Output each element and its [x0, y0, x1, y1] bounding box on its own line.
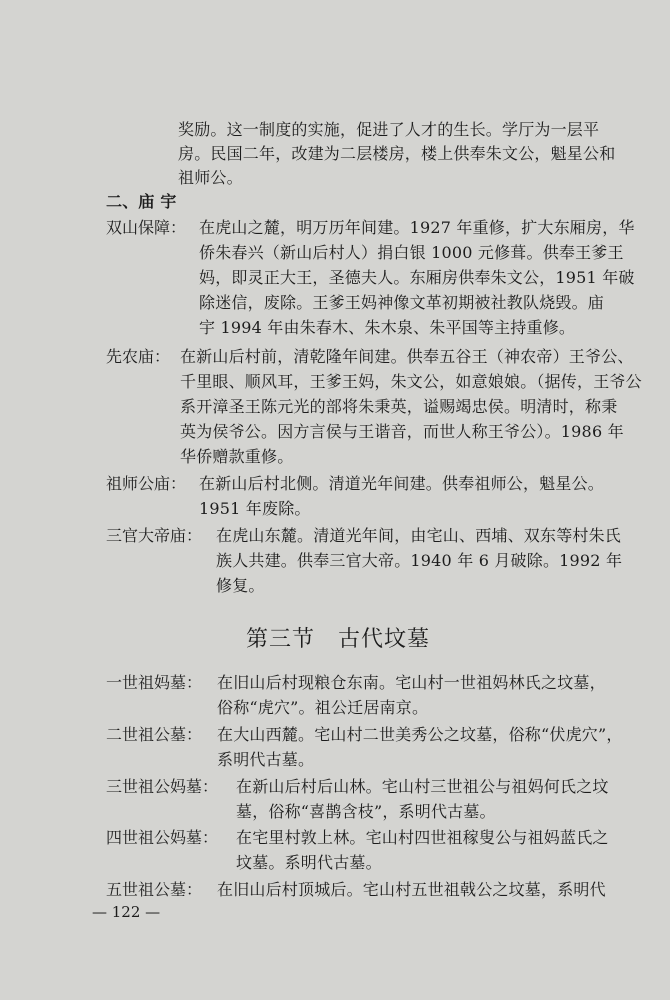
entry-label: 三官大帝庙： — [106, 526, 203, 545]
entry-label: 四世祖公妈墓： — [106, 828, 219, 847]
entry-line: 在新山后村后山林。宅山村三世祖公与祖妈何氏之坟 — [236, 777, 609, 796]
entry-line: 在虎山之麓，明万历年间建。1927 年重修，扩大东厢房，华 — [199, 218, 635, 237]
entry-line: 宇 1994 年由朱春木、朱木泉、朱平国等主持重修。 — [199, 318, 576, 337]
entry-line: 妈，即灵正大王，圣德夫人。东厢房供奉朱文公，1951 年破 — [199, 268, 635, 287]
entry-line: 在宅里村敦上林。宅山村四世祖稼叟公与祖妈蓝氏之 — [236, 828, 609, 847]
intro-line: 祖师公。 — [178, 168, 243, 187]
entry-line: 在旧山后村顶城后。宅山村五世祖戟公之坟墓，系明代 — [217, 880, 606, 899]
entry-line: 英为侯爷公。因方言侯与王谐音，而世人称王爷公）。1986 年 — [180, 422, 624, 441]
entry-label: 祖师公庙： — [106, 474, 187, 493]
entry-label: 五世祖公墓： — [106, 880, 203, 899]
entry-line: 俗称“虎穴”。祖公迁居南京。 — [217, 698, 429, 717]
entry-label: 先农庙： — [106, 347, 171, 366]
page-number: — 122 — — [92, 903, 161, 921]
entry-line: 修复。 — [216, 576, 265, 595]
intro-line: 房。民国二年，改建为二层楼房，楼上供奉朱文公，魁星公和 — [178, 144, 616, 163]
entry-label: 二世祖公墓： — [106, 725, 203, 744]
entry-line: 1951 年废除。 — [199, 499, 311, 518]
entry-line: 在虎山东麓。清道光年间，由宅山、西埔、双东等村朱氏 — [216, 526, 622, 545]
entry-line: 在旧山后村现粮仓东南。宅山村一世祖妈林氏之坟墓， — [217, 673, 606, 692]
entry-line: 千里眼、顺风耳，王爹王妈，朱文公，如意娘娘。（据传，王爷公 — [180, 372, 642, 391]
entry-label: 一世祖妈墓： — [106, 673, 203, 692]
entry-line: 在新山后村前，清乾隆年间建。供奉五谷王（神农帝）王爷公、 — [180, 347, 634, 366]
entry-line: 坟墓。系明代古墓。 — [236, 853, 382, 872]
entry-label: 双山保障： — [106, 218, 187, 237]
entry-line: 在大山西麓。宅山村二世美秀公之坟墓，俗称“伏虎穴”， — [217, 725, 623, 744]
entry-line: 族人共建。供奉三官大帝。1940 年 6 月破除。1992 年 — [216, 551, 623, 570]
intro-line: 奖励。这一制度的实施，促进了人才的生长。学厅为一层平 — [178, 120, 600, 139]
entry-line: 墓，俗称“喜鹊含枝”，系明代古墓。 — [236, 802, 496, 821]
entry-line: 侨朱春兴（新山后村人）捐白银 1000 元修葺。供奉王爹王 — [199, 243, 624, 262]
section-heading-temples: 二、庙 宇 — [106, 192, 177, 211]
entry-line: 除迷信，废除。王爹王妈神像文革初期被社教队烧毁。庙 — [199, 293, 605, 312]
entry-line: 华侨赠款重修。 — [180, 447, 294, 466]
chapter-heading-tombs: 第三节 古代坟墓 — [246, 627, 431, 652]
entry-line: 系明代古墓。 — [217, 750, 315, 769]
entry-line: 在新山后村北侧。清道光年间建。供奉祖师公，魁星公。 — [199, 474, 605, 493]
entry-line: 系开漳圣王陈元光的部将朱秉英，谥赐竭忠侯。明清时，称秉 — [180, 397, 618, 416]
entry-label: 三世祖公妈墓： — [106, 777, 219, 796]
